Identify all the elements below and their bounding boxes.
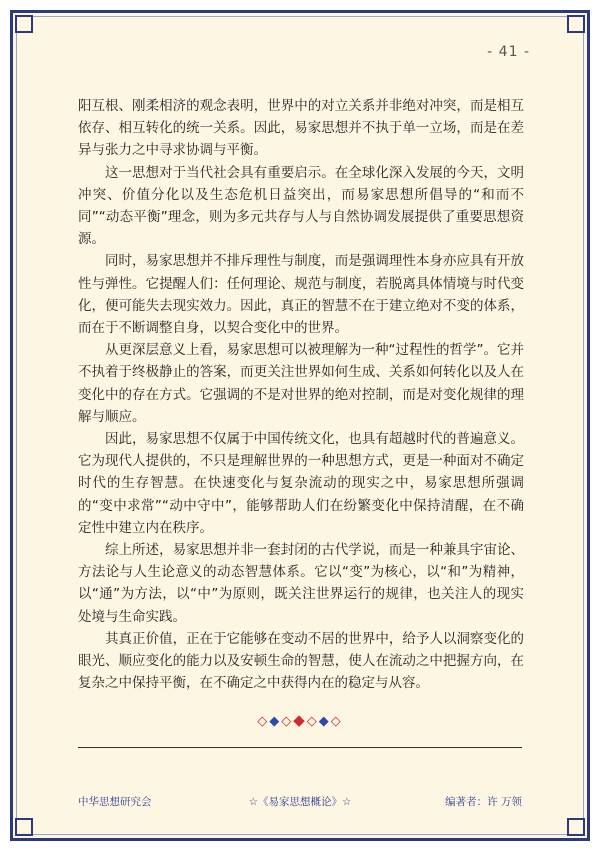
paragraph: 其真正价值，正在于它能够在变动不居的世界中，给予人以洞察变化的眼光、顺应变化的能力以及安顿生命的智慧，使人在流动之中把握方向，在复杂之中保持平衡，在不确定之中获得内在的稳定与从容。 xyxy=(78,630,524,692)
solid-diamond-icon: ◆ xyxy=(269,714,282,729)
corner-ornament xyxy=(567,818,585,836)
corner-ornament xyxy=(567,15,585,33)
footer-divider xyxy=(78,747,522,748)
hollow-diamond-icon: ◇ xyxy=(257,714,270,729)
paragraph: 因此，易家思想不仅属于中国传统文化，也具有超越时代的普遍意义。它为现代人提供的，不只是理解世界的一种思想方式，更是一种面对不确定时代的生存智慧。在快速变化与复杂流动的现实之中，易家思想所强调的“变中求常”“动中守中”，能够帮助人们在纷繁变化中保持清醒，在不确定性中建立内在秩序。 xyxy=(78,431,524,536)
paragraph: 综上所述，易家思想并非一套封闭的古代学说，而是一种兼具宇宙论、方法论与人生论意义的动态智慧体系。它以“变”为核心，以“和”为精神，以“通”为方法，以“中”为原则，既关注世界运行的规律，也关注人的现实处境与生命实践。 xyxy=(78,542,524,625)
corner-ornament xyxy=(15,15,33,33)
solid-diamond-icon: ◆ xyxy=(318,714,331,729)
paragraph: 阳互根、刚柔相济的观念表明，世界中的对立关系并非绝对冲突，而是相互依存、相互转化的统一关系。因此，易家思想并不执于单一立场，而是在差异与张力之中寻求协调与平衡。 xyxy=(78,98,524,159)
footer-book-title: ☆《易家思想概论》☆ xyxy=(248,796,352,808)
paragraph: 从更深层意义上看，易家思想可以被理解为一种“过程性的哲学”。它并不执着于终极静止的答案，而更关注世界如何生成、关系如何转化以及人在变化中的存在方式。它强调的不是对世界的绝对控制，而是对变化规律的理解与顺应。 xyxy=(78,342,524,425)
footer-author: 编著者：许 万领 xyxy=(445,796,522,808)
body-text xyxy=(78,95,524,694)
hollow-diamond-icon: ◇ xyxy=(306,714,319,729)
corner-ornament xyxy=(15,818,33,836)
solid-diamond-icon: ◆ xyxy=(293,711,307,729)
hollow-diamond-icon: ◇ xyxy=(330,714,343,729)
page-number: - 41 - xyxy=(487,44,530,60)
diamond-ornament xyxy=(0,712,600,730)
footer-organization: 中华思想研究会 xyxy=(78,796,152,808)
paragraph: 这一思想对于当代社会具有重要启示。在全球化深入发展的今天，文明冲突、价值分化以及生态危机日益突出，而易家思想所倡导的“和而不同”“动态平衡”理念，则为多元共存与人与自然协调发展提供了重要思想资源。 xyxy=(78,164,524,248)
paragraph: 同时，易家思想并不排斥理性与制度，而是强调理性本身亦应具有开放性与弹性。它提醒人们：任何理论、规范与制度，若脱离具体情境与时代变化，便可能失去现实效力。因此，真正的智慧不在于建立绝对不变的体系，而在于不断调整自身，以契合变化中的世界。 xyxy=(78,253,524,337)
hollow-diamond-icon: ◇ xyxy=(281,714,294,729)
